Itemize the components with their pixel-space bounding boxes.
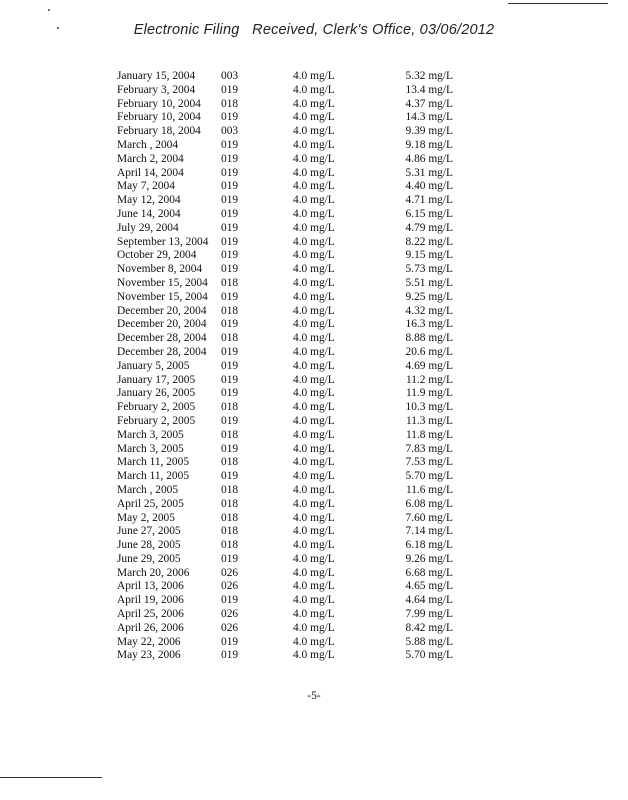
outfall-number: 003: [221, 125, 239, 138]
sample-date: February 2, 2005: [117, 401, 196, 414]
sample-date: February 10, 2004: [117, 111, 201, 124]
sample-date: January 15, 2004: [117, 70, 196, 82]
outfall-number: 018: [221, 304, 239, 317]
sample-result: 6.68 mg/L: [405, 566, 453, 579]
sample-result: 8.42 mg/L: [405, 621, 453, 634]
permit-limit: 4.0 mg/L: [293, 594, 335, 607]
permit-limit: 4.0 mg/L: [293, 263, 335, 276]
permit-limit: 4.0 mg/L: [293, 194, 335, 207]
sample-result: 4.69 mg/L: [405, 359, 453, 372]
sample-date: January 17, 2005: [117, 373, 196, 386]
outfall-number: 019: [221, 249, 239, 262]
outfall-number: 026: [221, 566, 239, 579]
sample-date: March 3, 2005: [117, 428, 184, 441]
sample-date: March 3, 2005: [117, 442, 184, 455]
permit-limit: 4.0 mg/L: [293, 221, 335, 234]
permit-limit: 4.0 mg/L: [293, 539, 335, 552]
sample-result: 20.6 mg/L: [405, 345, 453, 358]
sample-date: June 29, 2005: [117, 552, 181, 565]
sample-date: November 15, 2004: [117, 290, 208, 303]
sample-date: April 13, 2006: [117, 580, 184, 593]
sample-result: 7.53 mg/L: [405, 456, 453, 469]
permit-limit: 4.0 mg/L: [293, 649, 335, 662]
sample-result: 7.83 mg/L: [405, 442, 453, 455]
outfall-number: 019: [221, 235, 239, 248]
outfall-number: 019: [221, 138, 239, 151]
permit-limit: 4.0 mg/L: [293, 566, 335, 579]
sample-date: December 28, 2004: [117, 345, 207, 358]
sample-date: May 7, 2004: [117, 180, 175, 193]
permit-limit: 4.0 mg/L: [293, 442, 335, 455]
permit-limit: 4.0 mg/L: [293, 511, 335, 524]
sample-result: 7.99 mg/L: [405, 608, 453, 621]
permit-limit: 4.0 mg/L: [293, 111, 335, 124]
outfall-number: 003: [221, 70, 239, 82]
sample-result: 11.9 mg/L: [405, 387, 453, 400]
filing-header: Electronic Filing Received, Clerk's Office, 03/06/2012: [133, 22, 495, 38]
permit-limit: 4.0 mg/L: [293, 138, 335, 151]
sample-result: 4.37 mg/L: [405, 97, 453, 110]
outfall-number: 018: [221, 332, 239, 345]
outfall-number: 018: [221, 97, 239, 110]
sample-date: June 14, 2004: [117, 207, 181, 220]
outfall-number: 019: [221, 83, 239, 96]
permit-limit: 4.0 mg/L: [293, 304, 335, 317]
sample-result: 13.4 mg/L: [405, 83, 453, 96]
sample-date: April 19, 2006: [117, 594, 184, 607]
outfall-number: 019: [221, 318, 239, 331]
sample-result: 5.31 mg/L: [405, 166, 453, 179]
sample-result: 9.18 mg/L: [405, 138, 453, 151]
outfall-number: 018: [221, 401, 239, 414]
sample-result: 11.2 mg/L: [405, 373, 453, 386]
permit-limit: 4.0 mg/L: [293, 401, 335, 414]
sample-result: 4.65 mg/L: [405, 580, 453, 593]
sample-result: 10.3 mg/L: [405, 401, 453, 414]
outfall-number: 019: [221, 649, 239, 662]
outfall-number: 018: [221, 511, 239, 524]
sample-date: February 18, 2004: [117, 125, 201, 138]
sample-result: 7.14 mg/L: [405, 525, 453, 538]
sample-date: May 12, 2004: [117, 194, 181, 207]
sample-result: 5.73 mg/L: [405, 263, 453, 276]
permit-limit: 4.0 mg/L: [293, 525, 335, 538]
permit-limit: 4.0 mg/L: [293, 387, 335, 400]
outfall-number: 019: [221, 470, 239, 483]
outfall-number: 026: [221, 621, 239, 634]
outfall-number: 019: [221, 635, 239, 648]
sample-date: November 15, 2004: [117, 276, 208, 289]
permit-limit: 4.0 mg/L: [293, 332, 335, 345]
permit-limit: 4.0 mg/L: [293, 483, 335, 496]
sample-date: April 26, 2006: [117, 621, 184, 634]
outfall-number: 019: [221, 221, 239, 234]
sample-date: November 8, 2004: [117, 263, 203, 276]
sample-date: June 28, 2005: [117, 539, 181, 552]
permit-limit: 4.0 mg/L: [293, 276, 335, 289]
sample-result: 6.15 mg/L: [405, 207, 453, 220]
sample-result: 7.60 mg/L: [405, 511, 453, 524]
sample-date: February 3, 2004: [117, 83, 196, 96]
sample-result: 5.70 mg/L: [405, 649, 453, 662]
outfall-number: 018: [221, 276, 239, 289]
sample-date: December 28, 2004: [117, 332, 207, 345]
permit-limit: 4.0 mg/L: [293, 83, 335, 96]
sample-result: 9.39 mg/L: [405, 125, 453, 138]
permit-limit: 4.0 mg/L: [293, 552, 335, 565]
sample-result: 9.25 mg/L: [405, 290, 453, 303]
permit-limit: 4.0 mg/L: [293, 207, 335, 220]
sample-date: March , 2005: [117, 483, 179, 496]
sample-result: 4.86 mg/L: [405, 152, 453, 165]
scan-artifact-line: [0, 777, 102, 778]
outfall-number: 019: [221, 166, 239, 179]
outfall-number: 019: [221, 263, 239, 276]
permit-limit: 4.0 mg/L: [293, 456, 335, 469]
sample-date: March 11, 2005: [117, 456, 190, 469]
permit-limit: 4.0 mg/L: [293, 621, 335, 634]
scan-artifact-line: [508, 3, 608, 4]
outfall-number: 019: [221, 111, 239, 124]
sample-result: 5.51 mg/L: [405, 276, 453, 289]
sample-date: February 2, 2005: [117, 414, 196, 427]
sample-result: 5.70 mg/L: [405, 470, 453, 483]
permit-limit: 4.0 mg/L: [293, 414, 335, 427]
sample-date: March 20, 2006: [117, 566, 190, 579]
permit-limit: 4.0 mg/L: [293, 580, 335, 593]
permit-limit: 4.0 mg/L: [293, 97, 335, 110]
sample-date: May 2, 2005: [117, 511, 175, 524]
outfall-number: 018: [221, 456, 239, 469]
permit-limit: 4.0 mg/L: [293, 166, 335, 179]
sample-result: 14.3 mg/L: [405, 111, 453, 124]
sample-date: April 25, 2005: [117, 497, 184, 510]
sample-date: October 29, 2004: [117, 249, 197, 262]
sample-date: December 20, 2004: [117, 318, 207, 331]
outfall-number: 019: [221, 290, 239, 303]
outfall-number: 018: [221, 539, 239, 552]
outfall-number: 019: [221, 359, 239, 372]
sample-date: March 2, 2004: [117, 152, 184, 165]
sample-date: March , 2004: [117, 138, 179, 151]
sample-date: September 13, 2004: [117, 235, 209, 248]
sample-result: 6.08 mg/L: [405, 497, 453, 510]
sample-result: 4.64 mg/L: [405, 594, 453, 607]
sample-date: December 20, 2004: [117, 304, 207, 317]
outfall-number: 019: [221, 152, 239, 165]
sample-date: March 11, 2005: [117, 470, 190, 483]
sample-result: 9.26 mg/L: [405, 552, 453, 565]
sample-date: April 25, 2006: [117, 608, 184, 621]
sample-result: 9.15 mg/L: [405, 249, 453, 262]
sample-result: 11.3 mg/L: [405, 414, 453, 427]
permit-limit: 4.0 mg/L: [293, 345, 335, 358]
sample-result: 4.40 mg/L: [405, 180, 453, 193]
outfall-number: 026: [221, 608, 239, 621]
permit-limit: 4.0 mg/L: [293, 152, 335, 165]
scan-speck: [48, 9, 50, 11]
outfall-number: 018: [221, 428, 239, 441]
outfall-number: 019: [221, 207, 239, 220]
sample-date: January 26, 2005: [117, 387, 196, 400]
page-number: -5-: [307, 690, 321, 702]
outfall-number: 019: [221, 414, 239, 427]
sample-result: 11.6 mg/L: [405, 483, 453, 496]
sample-result: 4.79 mg/L: [405, 221, 453, 234]
sample-date: February 10, 2004: [117, 97, 201, 110]
permit-limit: 4.0 mg/L: [293, 497, 335, 510]
sample-date: July 29, 2004: [117, 221, 179, 234]
outfall-number: 019: [221, 594, 239, 607]
sample-result: 8.88 mg/L: [405, 332, 453, 345]
permit-limit: 4.0 mg/L: [293, 290, 335, 303]
outfall-number: 018: [221, 525, 239, 538]
permit-limit: 4.0 mg/L: [293, 470, 335, 483]
permit-limit: 4.0 mg/L: [293, 318, 335, 331]
sample-date: May 22, 2006: [117, 635, 181, 648]
sample-date: April 14, 2004: [117, 166, 184, 179]
permit-limit: 4.0 mg/L: [293, 635, 335, 648]
permit-limit: 4.0 mg/L: [293, 373, 335, 386]
sample-result: 6.18 mg/L: [405, 539, 453, 552]
permit-limit: 4.0 mg/L: [293, 428, 335, 441]
permit-limit: 4.0 mg/L: [293, 608, 335, 621]
outfall-number: 026: [221, 580, 239, 593]
outfall-number: 018: [221, 483, 239, 496]
outfall-number: 019: [221, 180, 239, 193]
sample-result: 4.71 mg/L: [405, 194, 453, 207]
outfall-number: 018: [221, 497, 239, 510]
outfall-number: 019: [221, 442, 239, 455]
permit-limit: 4.0 mg/L: [293, 359, 335, 372]
sample-result: 8.22 mg/L: [405, 235, 453, 248]
sample-result: 16.3 mg/L: [405, 318, 453, 331]
sample-result: 5.32 mg/L: [405, 70, 453, 82]
outfall-number: 019: [221, 552, 239, 565]
sample-result: 5.88 mg/L: [405, 635, 453, 648]
permit-limit: 4.0 mg/L: [293, 235, 335, 248]
sample-result: 4.32 mg/L: [405, 304, 453, 317]
permit-limit: 4.0 mg/L: [293, 70, 335, 82]
outfall-number: 019: [221, 387, 239, 400]
outfall-number: 019: [221, 345, 239, 358]
outfall-number: 019: [221, 194, 239, 207]
permit-limit: 4.0 mg/L: [293, 125, 335, 138]
sample-date: June 27, 2005: [117, 525, 181, 538]
permit-limit: 4.0 mg/L: [293, 249, 335, 262]
sample-date: May 23, 2006: [117, 649, 181, 662]
sample-result: 11.8 mg/L: [405, 428, 453, 441]
outfall-number: 019: [221, 373, 239, 386]
permit-limit: 4.0 mg/L: [293, 180, 335, 193]
sample-date: January 5, 2005: [117, 359, 190, 372]
